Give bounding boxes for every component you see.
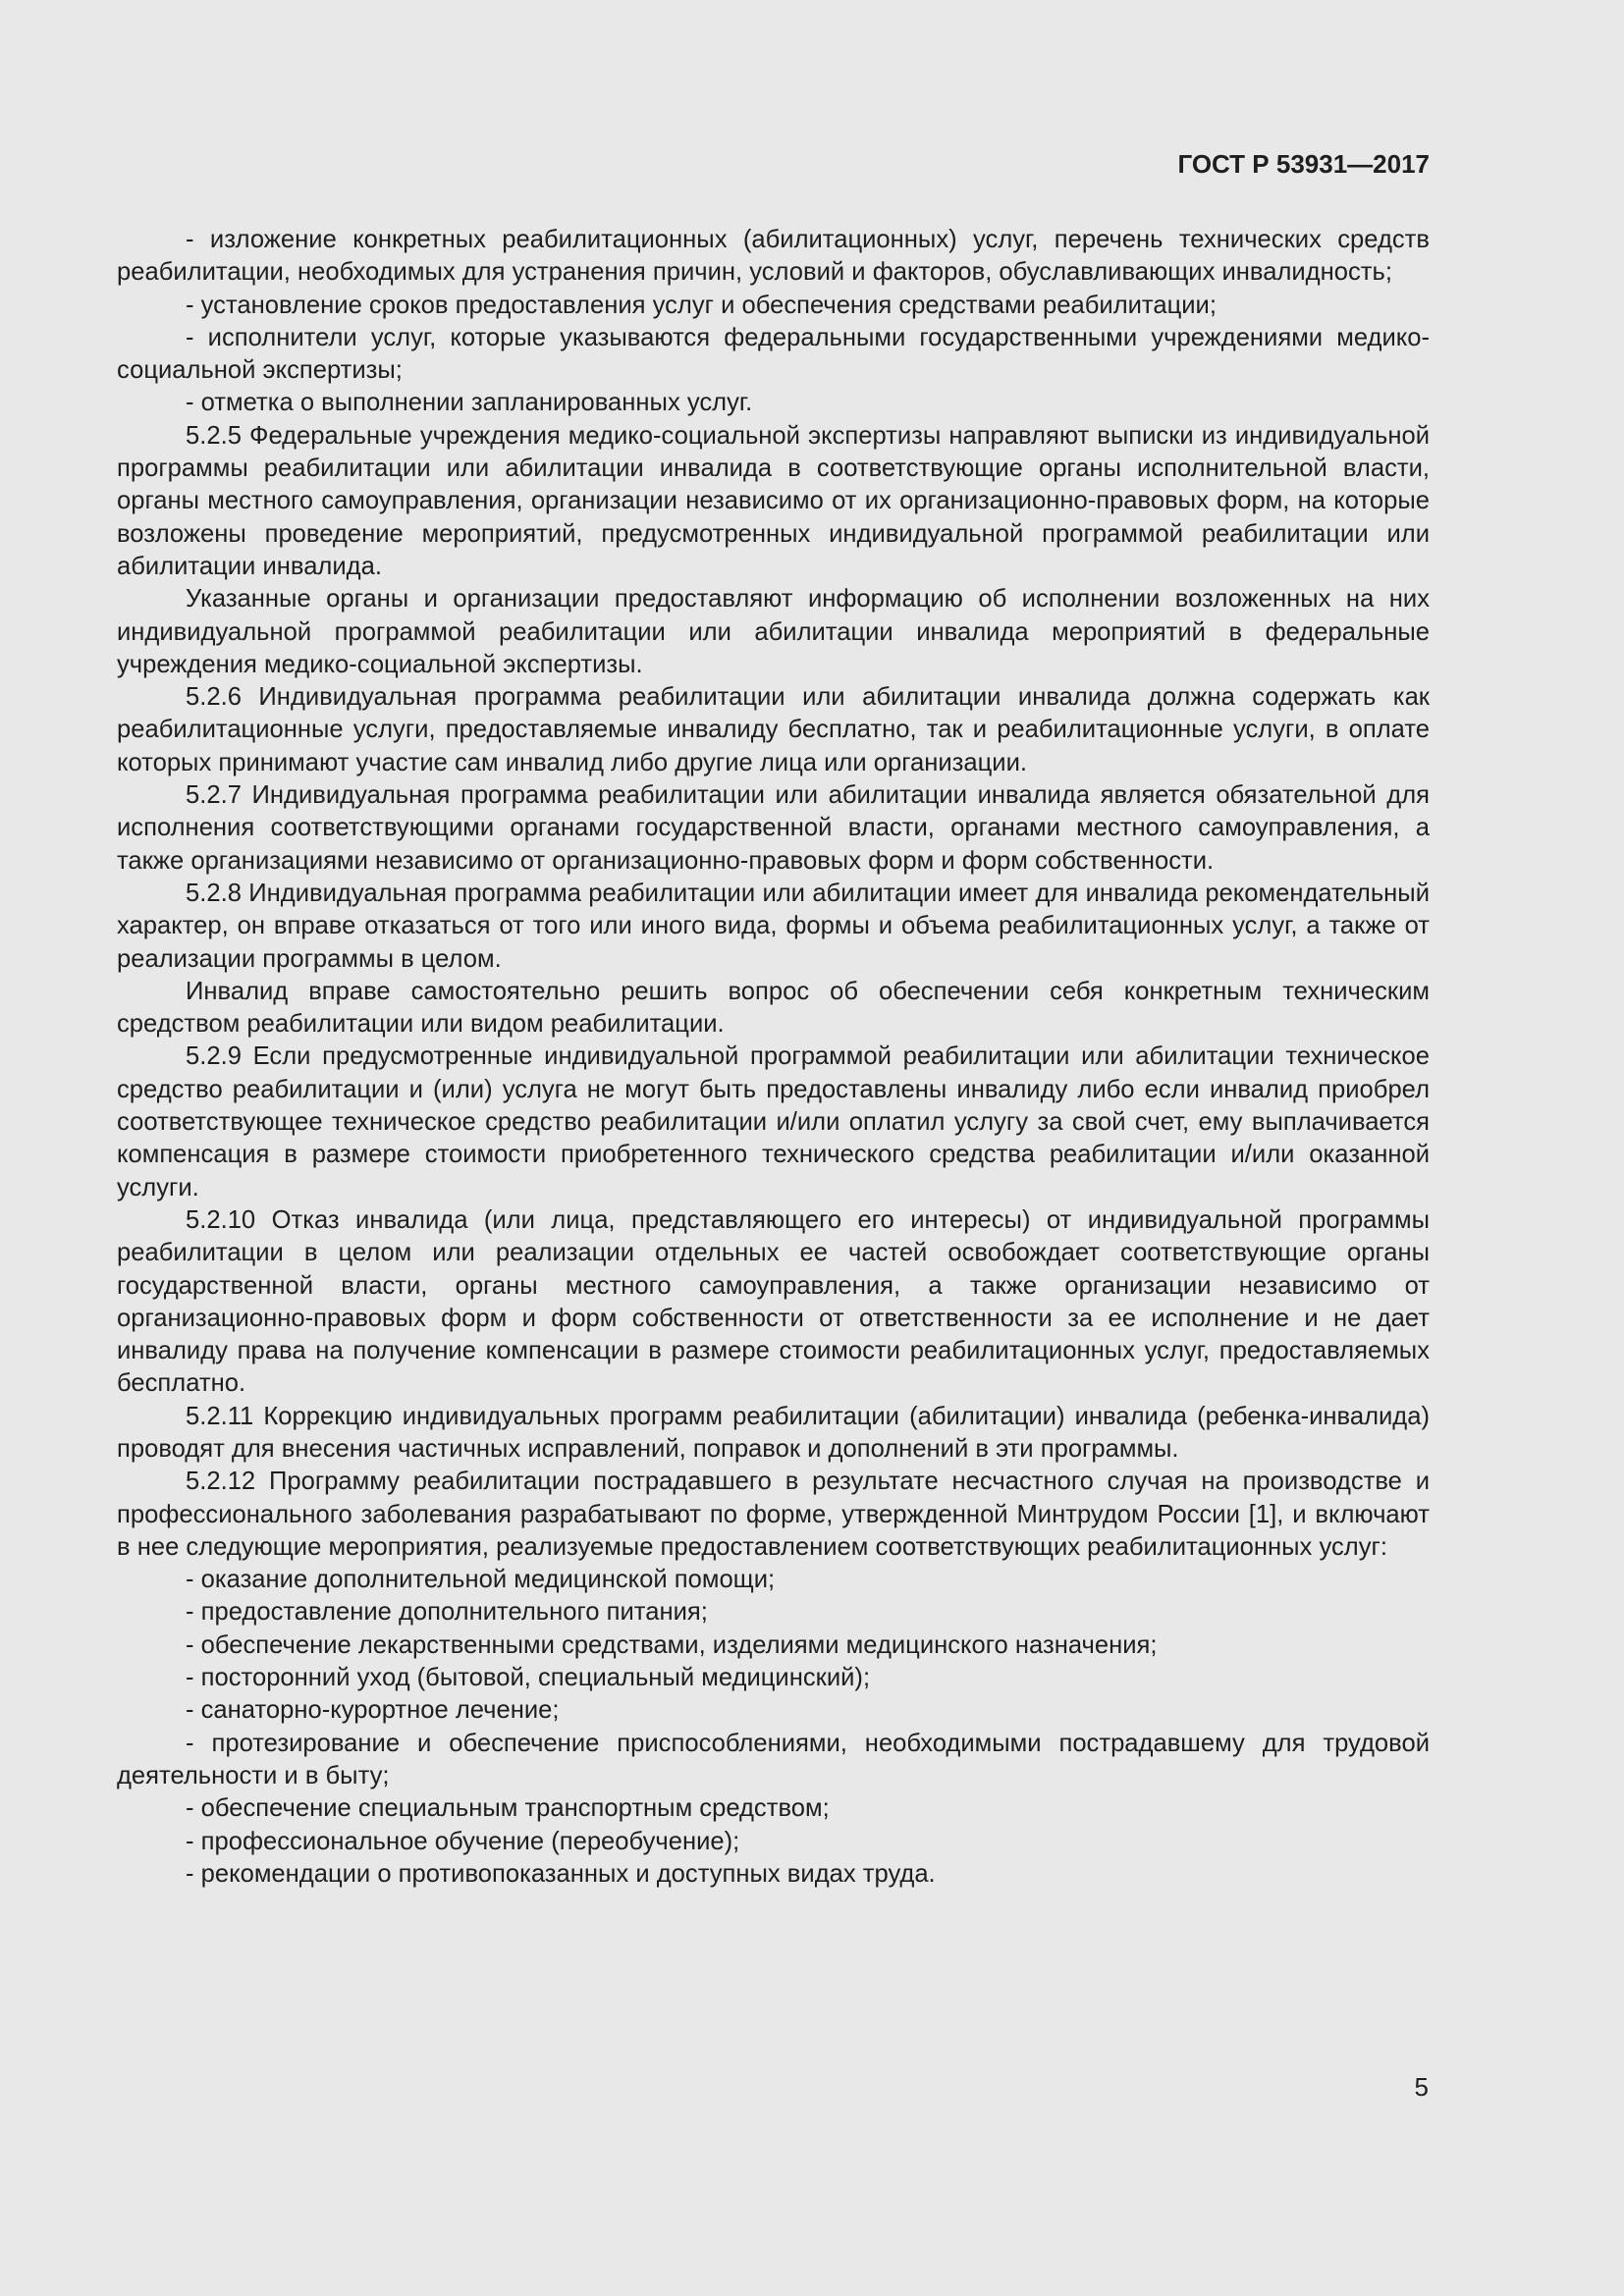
clause-5-2-7: 5.2.7 Индивидуальная программа реабилитации или абилитации инвалида является обязательной для исполнения соответствующими органами государственной власти, органами местного самоуправления, а также организациями независимо от организационно-правовых форм и форм собственности. — [117, 781, 1430, 875]
standard-code-header: ГОСТ Р 53931—2017 — [1177, 149, 1430, 179]
paragraph-1: - изложение конкретных реабилитационных (абилитационных) услуг, перечень технических средств реабилитации, необходимых для устранения причин, условий и факторов, обуславливающих инвалидность; — [117, 226, 1430, 287]
list-item: - протезирование и обеспечение приспособлениями, необходимыми пострадавшему для трудовой деятельности и в быту; — [117, 1729, 1430, 1789]
clause-5-2-12: 5.2.12 Программу реабилитации пострадавшего в результате несчастного случая на производстве и профессионального заболевания разрабатывают по форме, утвержденной Минтрудом России [1], и включают в нее следующие мероприятия, реализуемые предоставлением соответствующих реабилитационных услуг: — [117, 1468, 1430, 1561]
page-number: 5 — [1414, 2072, 1429, 2102]
clause-5-2-8: 5.2.8 Индивидуальная программа реабилитации или абилитации имеет для инвалида рекомендательный характер, он вправе отказаться от того или иного вида, формы и объема реабилитационных услуг, а также от реализации программы в целом. — [117, 879, 1430, 973]
list-item: - посторонний уход (бытовой, специальный медицинский); — [186, 1664, 871, 1692]
clause-5-2-6: 5.2.6 Индивидуальная программа реабилитации или абилитации инвалида должна содержать как реабилитационные услуги, предоставляемые инвалиду бесплатно, так и реабилитационные услуги, в оплате которых принимают участие сам инвалид либо другие лица или организации. — [117, 683, 1430, 776]
list-item: - предоставление дополнительного питания; — [186, 1598, 708, 1627]
list-item: - рекомендации о противопоказанных и доступных видах труда. — [186, 1859, 936, 1888]
list-item: - санаторно-курортное лечение; — [186, 1696, 560, 1725]
paragraph-10: Инвалид вправе самостоятельно решить вопрос об обеспечении себя конкретным техническим средством реабилитации или видом реабилитации. — [117, 977, 1430, 1039]
list-item: - профессиональное обучение (переобучение); — [186, 1827, 740, 1855]
list-item: - обеспечение специальным транспортным средством; — [186, 1794, 830, 1823]
paragraph-2: - установление сроков предоставления услуг и обеспечения средствами реабилитации; — [186, 291, 1217, 319]
clause-5-2-9: 5.2.9 Если предусмотренные индивидуальной программой реабилитации или абилитации техническое средство реабилитации и (или) услуга не могут быть предоставлены инвалиду либо если инвалид приобрел соответствующее техническое средство реабилитации и/или оплатил услугу за свой счет, ему выплачивается компенсация в размере стоимости приобретенного технического средства реабилитации и/или оказанной услуги. — [117, 1042, 1430, 1201]
clause-5-2-5: 5.2.5 Федеральные учреждения медико-социальной экспертизы направляют выписки из индивидуальной программы реабилитации или абилитации инвалида в соответствующие органы исполнительной власти, органы местного самоуправления, организации независимо от их организационно-правовых форм, на которые возложены проведение мероприятий, предусмотренных индивидуальной программой реабилитации или абилитации инвалида. — [117, 421, 1430, 580]
paragraph-6: Указанные органы и организации предоставляют информацию об исполнении возложенных на них индивидуальной программой реабилитации или абилитации инвалида мероприятий в федеральные учреждения медико-социальной экспертизы. — [117, 585, 1430, 678]
paragraph-4: - отметка о выполнении запланированных услуг. — [186, 389, 753, 417]
clause-5-2-11: 5.2.11 Коррекцию индивидуальных программ реабилитации (абилитации) инвалида (ребенка-инвалида) проводят для внесения частичных исправлений, поправок и дополнений в эти программы. — [117, 1402, 1430, 1463]
document-body — [117, 224, 1430, 1891]
clause-5-2-10: 5.2.10 Отказ инвалида (или лица, представляющего его интересы) от индивидуальной программы реабилитации в целом или реализации отдельных ее частей освобождает соответствующие органы государственной власти, органы местного самоуправления, а также организации независимо от организационно-правовых форм и форм собственности от ответственности за ее исполнение и не дает инвалиду права на получение компенсации в размере стоимости реабилитационных услуг, предоставляемых бесплатно. — [117, 1205, 1430, 1398]
list-item: - обеспечение лекарственными средствами, изделиями медицинского назначения; — [186, 1630, 1158, 1659]
paragraph-3: - исполнители услуг, которые указываются федеральными государственными учреждениями медико-социальной экспертизы; — [117, 323, 1430, 385]
list-item: - оказание дополнительной медицинской помощи; — [186, 1566, 776, 1594]
